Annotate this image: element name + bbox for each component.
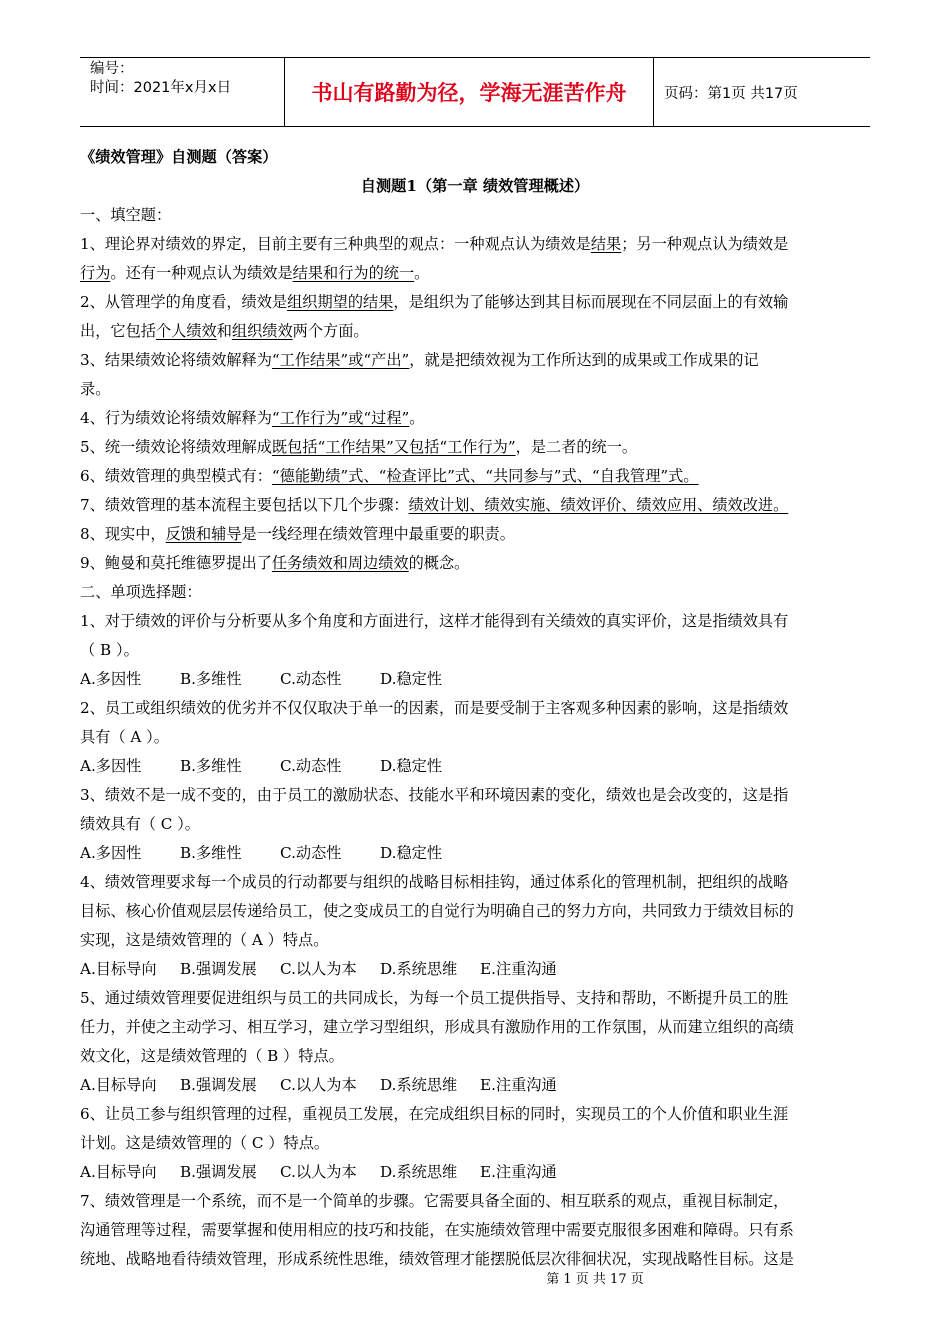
option-d: D.系统思维 (380, 1163, 458, 1181)
answer: 个人绩效 (155, 322, 217, 340)
choice-q6-options (80, 1158, 870, 1187)
fill-q3-line1: 3、结果绩效论将绩效解释为“工作结果”或“产出”，就是把绩效视为工作所达到的成果或工作成果的记 (80, 351, 759, 369)
option-d: D.系统思维 (380, 1076, 458, 1094)
header-motto: 书山有路勤为径，学海无涯苦作舟 (284, 58, 654, 126)
choice-q4-line2: 目标、核心价值观层层传递给员工，使之变成员工的自觉行为明确自己的努力方向，共同致力于绩效目标的 (80, 902, 794, 920)
choice-q5-line1: 5、通过绩效管理要促进组织与员工的共同成长，为每一个员工提供指导、支持和帮助，不断提升员工的胜 (80, 989, 789, 1007)
option-e: E.注重沟通 (480, 1076, 557, 1094)
choice-q6-line2: 计划。这是绩效管理的（ C ）特点。 (80, 1134, 330, 1152)
option-c: C.以人为本 (280, 960, 357, 978)
choice-q7-line2: 沟通管理等过程，需要掌握和使用相应的技巧和技能，在实施绩效管理中需要克服很多困难和障碍。只有系 (80, 1221, 794, 1239)
choice-q2-line1: 2、员工或组织绩效的优劣并不仅仅取决于单一的因素，而是要受制于主客观多种因素的影响，这是指绩效 (80, 699, 789, 717)
choice-q4-options (80, 955, 870, 984)
choice-q4-line3: 实现，这是绩效管理的（ A ）特点。 (80, 931, 329, 949)
option-c: C.动态性 (280, 757, 342, 775)
option-e: E.注重沟通 (480, 960, 557, 978)
choice-q3-line1: 3、绩效不是一成不变的，由于员工的激励状态、技能水平和环境因素的变化，绩效也是会改变的，这是指 (80, 786, 789, 804)
option-d: D.稳定性 (380, 844, 443, 862)
header-meta (80, 58, 284, 126)
answer: 组织绩效 (231, 322, 293, 340)
option-a: A.目标导向 (80, 960, 157, 978)
option-c: C.动态性 (280, 670, 342, 688)
choice-q7-line1: 7、绩效管理是一个系统，而不是一个简单的步骤。它需要具备全面的、相互联系的观点，重视目标制定， (80, 1192, 789, 1210)
fill-q3-line2: 录。 (80, 380, 111, 398)
option-b: B.强调发展 (180, 960, 257, 978)
fill-q2-line1: 2、从管理学的角度看，绩效是组织期望的结果，是组织为了能够达到其目标而展现在不同层面上的有效输 (80, 293, 789, 311)
page-footer (0, 1268, 950, 1287)
answer: 任务绩效和周边绩效 (271, 554, 409, 572)
answer: 结果和行为的统一 (292, 264, 415, 282)
option-a: A.目标导向 (80, 1076, 157, 1094)
fill-q2-line2: 出，它包括个人绩效和组织绩效两个方面。 (80, 322, 369, 340)
choice-q3-line2: 绩效具有（ C ）。 (80, 815, 200, 833)
option-e: E.注重沟通 (480, 1163, 557, 1181)
choice-q6-line1: 6、让员工参与组织管理的过程，重视员工发展，在完成组织目标的同时，实现员工的个人价值和职业生涯 (80, 1105, 789, 1123)
option-c: C.以人为本 (280, 1076, 357, 1094)
page-header (80, 57, 870, 127)
option-b: B.多维性 (180, 670, 242, 688)
fill-q4: 4、行为绩效论将绩效解释为“工作行为”或“过程”。 (80, 409, 425, 427)
fill-q5: 5、统一绩效论将绩效理解成既包括“工作结果”又包括“工作行为”，是二者的统一。 (80, 438, 638, 456)
option-b: B.强调发展 (180, 1163, 257, 1181)
answer: “工作结果”或“产出” (271, 351, 410, 369)
choice-q1-line1: 1、对于绩效的评价与分析要从多个角度和方面进行，这样才能得到有关绩效的真实评价，这是指绩效具有 (80, 612, 789, 630)
choice-q5-line2: 任力，并使之主动学习、相互学习，建立学习型组织，形成具有激励作用的工作氛围，从而建立组织的高绩 (80, 1018, 794, 1036)
number-label: 编号： (90, 61, 134, 77)
fill-q8: 8、现实中，反馈和辅导是一线经理在绩效管理中最重要的职责。 (80, 525, 515, 543)
header-page-info: 页码：第1页 共17页 (664, 85, 798, 102)
option-c: C.以人为本 (280, 1163, 357, 1181)
option-b: B.强调发展 (180, 1076, 257, 1094)
fill-q7: 7、绩效管理的基本流程主要包括以下几个步骤：绩效计划、绩效实施、绩效评价、绩效应用、绩效改进。 (80, 496, 789, 514)
choice-q5-options (80, 1071, 870, 1100)
answer: 组织期望的结果 (287, 293, 394, 311)
option-b: B.多维性 (180, 757, 242, 775)
fill-q1-line1: 1、理论界对绩效的界定，目前主要有三种典型的观点：一种观点认为绩效是结果；另一种观点认为绩效是 (80, 235, 789, 253)
choice-q2-options (80, 752, 870, 781)
choice-q2-line2: 具有（ A ）。 (80, 728, 169, 746)
section-title: 自测题1（第一章 绩效管理概述） (360, 177, 590, 195)
option-d: D.系统思维 (380, 960, 458, 978)
choice-q4-line1: 4、绩效管理要求每一个成员的行动都要与组织的战略目标相挂钩，通过体系化的管理机制，把组织的战略 (80, 873, 789, 891)
fill-q6: 6、绩效管理的典型模式有：“德能勤绩”式、“检查评比”式、“共同参与”式、“自我管理”式。 (80, 467, 699, 485)
answer: 结果 (590, 235, 622, 253)
choice-q1-line2: （ B ）。 (80, 641, 139, 659)
answer: 反馈和辅导 (165, 525, 242, 543)
choice-q5-line3: 效文化，这是绩效管理的（ B ）特点。 (80, 1047, 344, 1065)
option-b: B.多维性 (180, 844, 242, 862)
option-c: C.动态性 (280, 844, 342, 862)
option-d: D.稳定性 (380, 757, 443, 775)
option-a: A.目标导向 (80, 1163, 157, 1181)
part1-heading: 一、填空题： (80, 206, 172, 224)
answer: 绩效计划、绩效实施、绩效评价、绩效应用、绩效改进。 (408, 496, 789, 514)
footer-page-number: 第 1 页 共 17 页 (546, 1272, 644, 1287)
doc-title: 《绩效管理》自测题（答案） (80, 148, 278, 166)
option-d: D.稳定性 (380, 670, 443, 688)
answer: “德能勤绩”式、“检查评比”式、“共同参与”式、“自我管理”式。 (271, 467, 699, 485)
option-a: A.多因性 (80, 670, 142, 688)
choice-q1-options (80, 665, 870, 694)
answer: 行为 (80, 264, 111, 282)
choice-q7-line3: 统地、战略地看待绩效管理，形成系统性思维，绩效管理才能摆脱低层次徘徊状况，实现战略性目标。这是 (80, 1250, 794, 1268)
choice-q3-options (80, 839, 870, 868)
answer: “工作行为”或“过程” (271, 409, 410, 427)
time-label: 时间：2021年x月x日 (90, 80, 232, 96)
fill-q9: 9、鲍曼和莫托维德罗提出了任务绩效和周边绩效的概念。 (80, 554, 470, 572)
option-a: A.多因性 (80, 844, 142, 862)
option-a: A.多因性 (80, 757, 142, 775)
fill-q1-line2: 行为。还有一种观点认为绩效是结果和行为的统一。 (80, 264, 430, 282)
part2-heading: 二、单项选择题： (80, 583, 202, 601)
answer: 既包括“工作结果”又包括“工作行为” (271, 438, 516, 456)
document-body (80, 143, 870, 1274)
